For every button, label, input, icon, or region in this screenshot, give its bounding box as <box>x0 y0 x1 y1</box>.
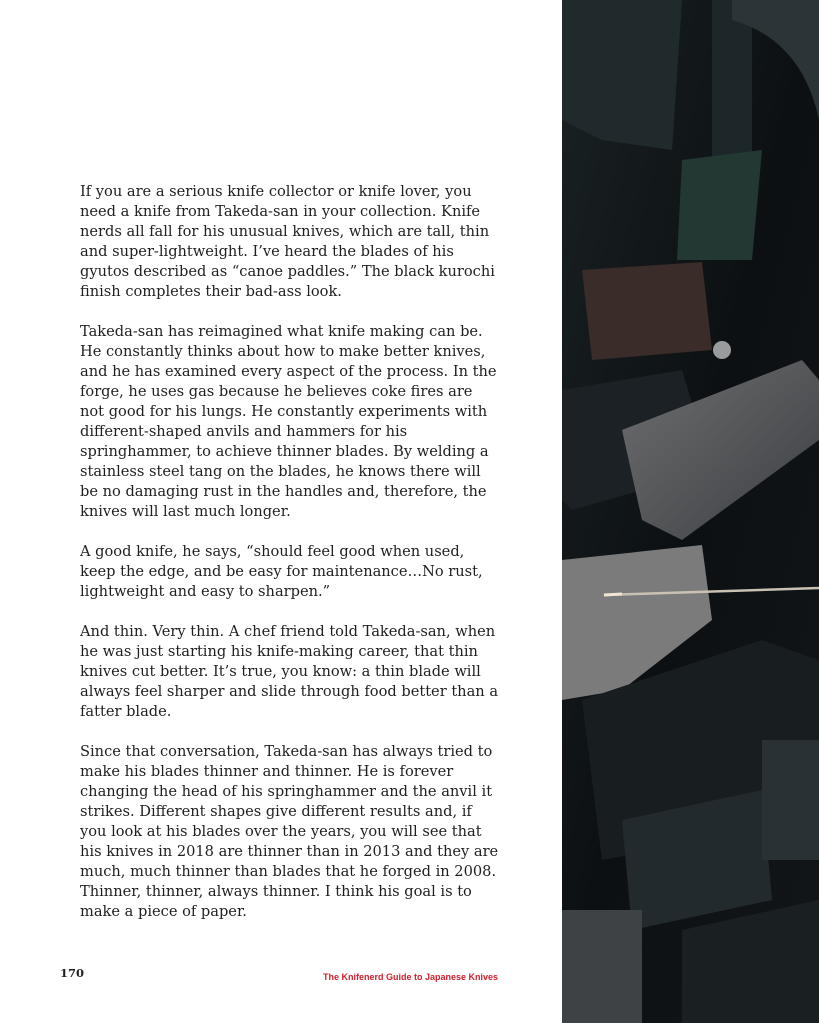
hammer-head <box>582 262 712 360</box>
paragraph: Since that conversation, Takeda-san has always tried to make his blades thinner and thinner. He is forever changing the head of his springhammer and the anvil it strikes. Different shapes give different results and, if you look at his blades over the years, you will see that his knives in 2018 are thinner than in 2013 and they are much, much thinner than blades that he forged in 2008. Thinner, thinner, always thinner. I think his goal is to make a piece of paper. <box>80 743 499 920</box>
bolt <box>713 341 731 359</box>
paragraph: Takeda-san has reimagined what knife making can be. He constantly thinks about how to make better knives, and he has examined every aspect of the process. In the forge, he uses gas because he believes coke fires are not good for his lungs. He constantly experiments with different-shaped anvils and hammers for his springhammer, to achieve thinner blades. By welding a stainless steel tang on the blades, he knows there will be no damaging rust in the handles and, therefore, the knives will last much longer. <box>80 323 497 520</box>
body-text <box>80 182 500 922</box>
paragraph: A good knife, he says, “should feel good when used, keep the edge, and be easy for maintenance…No rust, lightweight and easy to sharpen.” <box>80 543 483 600</box>
running-footer-title: The Knifenerd Guide to Japanese Knives <box>322 972 498 982</box>
paragraph: If you are a serious knife collector or knife lover, you need a knife from Takeda-san in your collection. Knife nerds all fall for his unusual knives, which are tall, thin and super-lightweight. I’ve heard the blades of his gyutos described as “canoe paddles.” The black kurochi finish completes their bad-ass look. <box>80 183 495 300</box>
forge-photo <box>562 0 819 1023</box>
green-panel <box>677 150 762 260</box>
machine-top <box>562 0 682 150</box>
page-number: 170 <box>60 966 85 980</box>
paragraph: And thin. Very thin. A chef friend told Takeda-san, when he was just starting his knife-making career, that thin knives cut better. It’s true, you know: a thin blade will always feel sharper and slide through food better than a fatter blade. <box>80 623 499 720</box>
bottom-block <box>562 910 642 1023</box>
machine-pillar <box>712 0 752 170</box>
